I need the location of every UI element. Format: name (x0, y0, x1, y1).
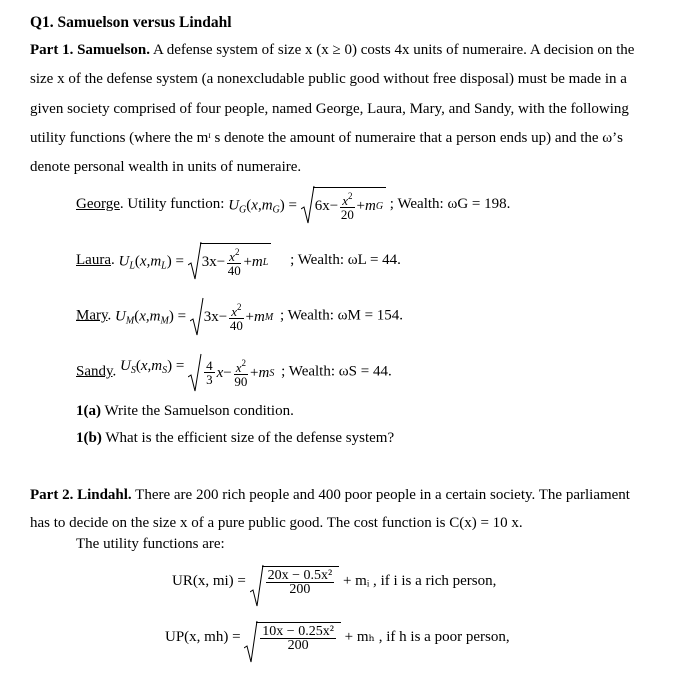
question-1b: 1(b) What is the efficient size of the defense system? (76, 430, 395, 446)
sandy-formula: $U_S(x,m_S)$ = $\frac{4}{3}$ x − $\frac{x^2}{90}$ + m S (120, 355, 277, 389)
poor-condition: if h is a poor person, (386, 628, 510, 645)
sandy-utility: Sandy. $U_S(x,m_S)$ = $\frac{4}{3}$ x − $\frac{x^2}{90}$ + m S ; Wealth: ωS = 44. (76, 355, 392, 389)
part1-text: A defense system of size x (x ≥ 0) costs 4x units of numeraire. A decision on the size x of the defense system (a nonexcludable public good without free disposal) must be made in a given society comprised of four people, named George, Laura, Mary, and Sandy, with the following utility functions (where the mᶦ s denote the amount of numeraire that a person ends up) and the ω’s denote personal wealth in units of numeraire. (30, 42, 635, 176)
part2-text: There are 200 rich people and 400 poor people in a certain society. The parliament has to decide on the size x of a pure public good. The cost function is C(x) = 10 x. (30, 487, 630, 531)
rich-condition: if i is a rich person, (380, 572, 497, 589)
george-wealth: ; Wealth: ωG = 198. (389, 195, 511, 212)
part2-intro: The utility functions are: (76, 536, 225, 552)
poor-utility (165, 622, 510, 653)
laura-utility: Laura. $U_L(x,m_L)$ = 3x − $\frac{x^2}{40}$ + m L ; Wealth: ωL = 44. (76, 243, 401, 278)
sandy-wealth: ; Wealth: ωS = 44. (281, 363, 392, 380)
part1-label: Part 1. Samuelson. (30, 42, 150, 58)
person-name-mary: Mary (76, 307, 108, 324)
laura-formula: $U_L(x,m_L)$ = 3x − $\frac{x^2}{40}$ + m L (118, 243, 271, 278)
rich-tail: + mᵢ , (342, 572, 377, 589)
sqrt-sandy: $\frac{4}{3}$ x − $\frac{x^2}{90}$ + m S (188, 355, 277, 389)
question-title: Q1. Samuelson versus Lindahl (30, 14, 232, 31)
george-formula: $U_G(x,m_G)$ = 6x − $\frac{x^2}{20}$ + m G (228, 187, 386, 222)
person-name-laura: Laura (76, 251, 111, 268)
sqrt-laura: 3x − $\frac{x^2}{40}$ + m L (188, 243, 272, 278)
sqrt-rich: $\frac{\text{20x − 0.5x²}}{200}$ (250, 566, 340, 597)
mary-utility: Mary. $U_M(x,m_M)$ = 3x − $\frac{x^2}{40}$ + m M ; Wealth: ωM = 154. (76, 299, 403, 333)
george-lead: Utility function: (127, 195, 225, 212)
sqrt-poor: $\frac{\text{10x − 0.25x²}}{200}$ (244, 622, 341, 653)
part1-paragraph (30, 36, 655, 182)
rich-utility (172, 566, 496, 597)
part2-paragraph (30, 481, 650, 537)
mary-formula: $U_M(x,m_M)$ = 3x − $\frac{x^2}{40}$ + m M (115, 299, 276, 333)
person-name-george: George (76, 195, 120, 212)
rich-lhs: UR(x, mi) = (172, 572, 246, 589)
laura-wealth: ; Wealth: ωL = 44. (290, 251, 401, 268)
george-utility: George. Utility function: $U_G(x,m_G)$ = 6x − $\frac{x^2}{20}$ + m G ; Wealth: ωG = 198. (76, 187, 510, 222)
sqrt-mary: 3x − $\frac{x^2}{40}$ + m M (190, 299, 276, 333)
mary-wealth: ; Wealth: ωM = 154. (279, 307, 404, 324)
person-name-sandy: Sandy (76, 363, 113, 380)
sqrt-george: 6x − $\frac{x^2}{20}$ + m G (301, 187, 386, 222)
part2-label: Part 2. Lindahl. (30, 487, 132, 503)
poor-lhs: UP(x, mh) = (165, 628, 241, 645)
poor-tail: + mₕ , (344, 628, 383, 645)
question-1a: 1(a) Write the Samuelson condition. (76, 403, 294, 419)
